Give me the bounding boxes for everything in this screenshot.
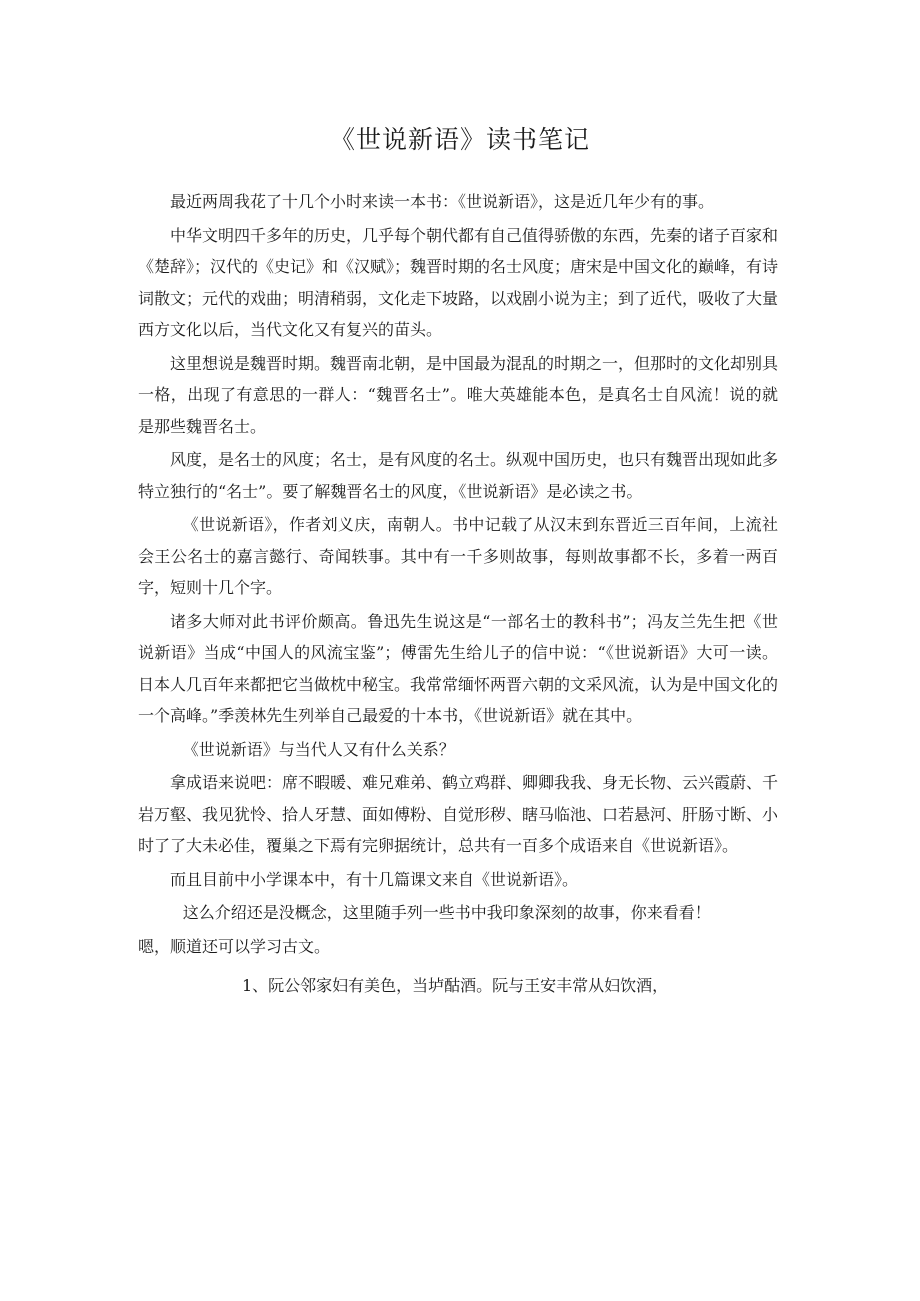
paragraph: 嗯，顺道还可以学习古文。 xyxy=(138,936,331,956)
paragraph: 拿成语来说吧：席不暇暖、难兄难弟、鹤立鸡群、卿卿我我、身无长物、云兴霞蔚、千岩万壑、我见犹怜、拾人牙慧、面如傅粉、自觉形秽、瞎马临池、口若悬河、肝肠寸断、小时了了大未必佳，覆巢之下焉有完卵据统计，总共有一百多个成语来自《世说新语》。 xyxy=(138,773,779,855)
document-title: 《世说新语》读书笔记 xyxy=(329,125,590,154)
paragraph: 诸多大师对此书评价颇高。鲁迅先生说这是“一部名士的教科书”；冯友兰先生把《世说新语》当成“中国人的风流宝鉴”；傅雷先生给儿子的信中说：“《世说新语》大可一读。日本人几百年来都把它当做枕中秘宝。我常常缅怀两晋六朝的文采风流，认为是中国文化的一个高峰。”季羡林先生列举自己最爱的十本书，《世说新语》就在其中。 xyxy=(138,611,779,725)
paragraph: 最近两周我花了十几个小时来读一本书：《世说新语》，这是近几年少有的事。 xyxy=(170,192,715,211)
paragraph: 风度，是名士的风度；名士，是有风度的名士。纵观中国历史，也只有魏晋出现如此多特立独行的“名士”。要了解魏晋名士的风度，《世说新语》是必读之书。 xyxy=(138,450,779,501)
paragraph: 中华文明四千多年的历史，几乎每个朝代都有自己值得骄傲的东西，先秦的诸子百家和《楚辞》；汉代的《史记》和《汉赋》；魏晋时期的名士风度；唐宋是中国文化的巅峰，有诗词散文；元代的戏曲；明清稍弱，文化走下坡路，以戏剧小说为主；到了近代，吸收了大量西方文化以后，当代文化又有复兴的苗头。 xyxy=(138,225,779,339)
paragraph: 而且目前中小学课本中，有十几篇课文来自《世说新语》。 xyxy=(170,869,579,889)
paragraph: 《世说新语》与当代人又有什么关系？ xyxy=(182,739,455,759)
story-paragraph: 1、阮公邻家妇有美色，当垆酤酒。阮与王安丰常从妇饮酒， xyxy=(242,976,669,995)
document-body xyxy=(138,186,778,1004)
paragraph: 这么介绍还是没概念，这里随手列一些书中我印象深刻的故事，你来看看！ xyxy=(182,903,711,922)
paragraph: 这里想说是魏晋时期。魏晋南北朝，是中国最为混乱的时期之一，但那时的文化却别具一格，出现了有意思的一群人：“魏晋名士”。唯大英雄能本色，是真名士自风流！说的就是那些魏晋名士。 xyxy=(138,353,779,436)
paragraph: 《世说新语》，作者刘义庆，南朝人。书中记载了从汉末到东晋近三百年间，上流社会王公名士的嘉言懿行、奇闻轶事。其中有一千多则故事，每则故事都不长，多着一两百字，短则十几个字。 xyxy=(138,515,778,597)
